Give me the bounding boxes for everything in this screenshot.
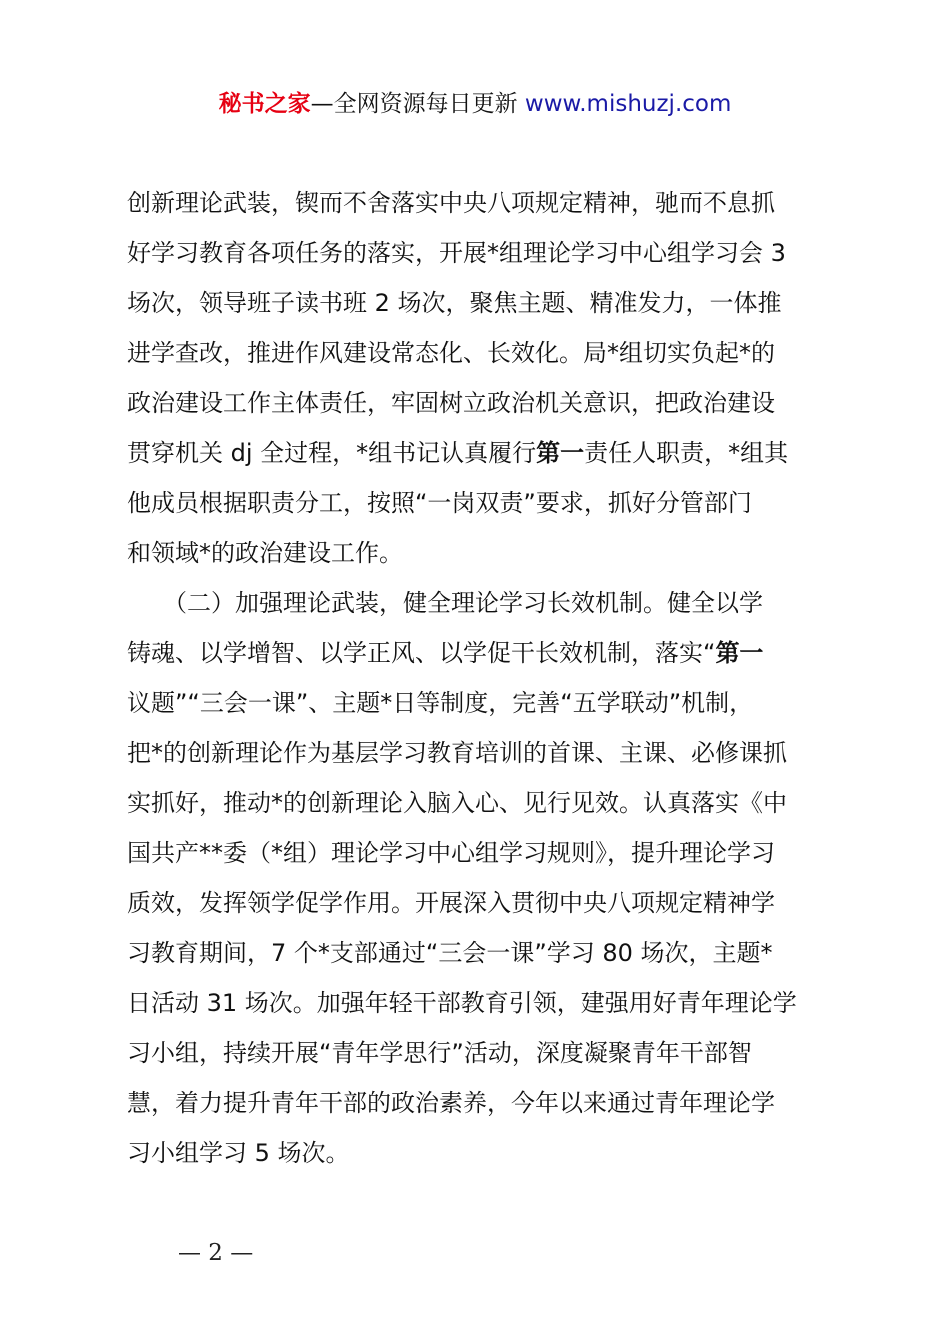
- bold-term: 第一: [715, 639, 764, 667]
- text-line: 好学习教育各项任务的落实，开展*组理论学习中心组学习会 3: [127, 239, 786, 267]
- text-line: 慧，着力提升青年干部的政治素养，今年以来通过青年理论学: [127, 1089, 775, 1117]
- text-line: 政治建设工作主体责任，牢固树立政治机关意识，把政治建设: [127, 389, 775, 417]
- text-line: 和领域*的政治建设工作。: [127, 539, 403, 567]
- text-line: 创新理论武装，锲而不舍落实中央八项规定精神，驰而不息抓: [127, 189, 775, 217]
- text-line: 实抓好，推动*的创新理论入脑入心、见行见效。认真落实《中: [127, 789, 787, 817]
- text-line: 习小组，持续开展“青年学思行”活动，深度凝聚青年干部智: [127, 1039, 752, 1067]
- text-line: 议题”“三会一课”、主题*日等制度，完善“五学联动”机制，: [127, 689, 754, 717]
- text-line: 习小组学习 5 场次。: [127, 1139, 350, 1167]
- text-line: 国共产**委（*组）理论学习中心组学习规则》，提升理论学习: [127, 839, 775, 867]
- brand-name: 秘书之家: [218, 91, 311, 117]
- text-line: 质效，发挥领学促学作用。开展深入贯彻中央八项规定精神学: [127, 889, 775, 917]
- text-line: （二）加强理论武装，健全理论学习长效机制。健全以学: [127, 589, 763, 617]
- site-url-link[interactable]: www.mishuzj.com: [524, 91, 732, 117]
- text-line: 铸魂、以学增智、以学正风、以学促干长效机制，落实“第一: [127, 639, 764, 667]
- text-line: 场次，领导班子读书班 2 场次，聚焦主题、精准发力，一体推: [127, 289, 782, 317]
- bold-term: 第一: [536, 439, 585, 467]
- text-line: 把*的创新理论作为基层学习教育培训的首课、主课、必修课抓: [127, 739, 787, 767]
- text-line: 贯穿机关 dj 全过程，*组书记认真履行第一责任人职责，*组其: [127, 439, 789, 467]
- document-body: [127, 178, 847, 1178]
- text-line: 他成员根据职责分工，按照“一岗双责”要求，抓好分管部门: [127, 489, 752, 517]
- text-line: 习教育期间，7 个*支部通过“三会一课”学习 80 场次，主题*: [127, 939, 773, 967]
- page-number: — 2 —: [178, 1240, 254, 1266]
- text-line: 进学查改，推进作风建设常态化、长效化。局*组切实负起*的: [127, 339, 775, 367]
- header-slogan: —全网资源每日更新: [310, 91, 525, 117]
- site-header: [0, 88, 950, 120]
- text-line: 日活动 31 场次。加强年轻干部教育引领，建强用好青年理论学: [127, 989, 797, 1017]
